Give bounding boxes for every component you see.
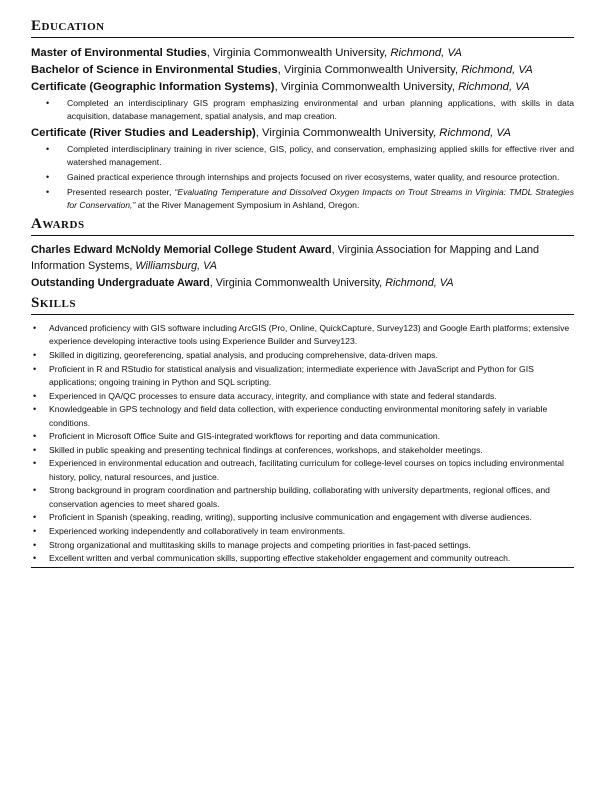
awards-section <box>31 242 574 291</box>
award-entry <box>31 275 574 291</box>
location: Richmond, VA <box>390 47 462 59</box>
skill-item: • Experienced in environmental education and outreach, facilitating curriculum for college-level courses on topics including environmental history, policy, natural resources, and justice. <box>49 457 574 484</box>
degree-name: Certificate (River Studies and Leadership) <box>31 127 256 139</box>
award-location: Williamsburg, VA <box>135 260 217 272</box>
location: Richmond, VA <box>461 64 533 76</box>
education-entry <box>31 62 574 78</box>
awards-heading: Awards <box>31 216 574 236</box>
skill-item: • Experienced in QA/QC processes to ensure data accuracy, integrity, and compliance with state and federal standards. <box>49 390 574 403</box>
skill-item: • Skilled in digitizing, georeferencing, spatial analysis, and producing comprehensive, data-driven maps. <box>49 349 574 362</box>
institution: , Virginia Commonwealth University, <box>277 64 462 76</box>
award-org: , Virginia Commonwealth University, <box>209 277 386 289</box>
award-org: , Virginia Association for Mapping and Land Information Systems, <box>31 244 540 272</box>
poster-prefix: Presented research poster, <box>67 187 175 197</box>
skill-item: • Strong background in program coordination and partnership building, collaborating with university departments, regional offices, and conservation agencies to meet shared goals. <box>49 484 574 511</box>
location: Richmond, VA <box>439 127 511 139</box>
river-certificate-bullets <box>31 143 574 212</box>
poster-title: “Evaluating Temperature and Dissolved Oxygen Impacts on Trout Streams in Virginia: TMDL Strategies for Conservation,” <box>67 187 574 210</box>
resume-page <box>31 0 574 568</box>
award-name: Charles Edward McNoldy Memorial College Student Award <box>31 244 332 256</box>
institution: , Virginia Commonwealth University, <box>274 81 459 93</box>
skill-item: • Knowledgeable in GPS technology and field data collection, with experience conducting environmental monitoring safely in variable conditions. <box>49 403 574 430</box>
degree-name: Master of Environmental Studies <box>31 47 207 59</box>
award-entry <box>31 242 574 274</box>
degree-name: Certificate (Geographic Information Systems) <box>31 81 275 93</box>
skills-heading: Skills <box>31 295 574 315</box>
education-section <box>31 45 574 212</box>
skill-item: • Proficient in Spanish (speaking, reading, writing), supporting inclusive communication and engagement with diverse audiences. <box>49 511 574 524</box>
education-entry <box>31 79 574 95</box>
skill-item: • Proficient in Microsoft Office Suite and GIS-integrated workflows for reporting and data communication. <box>49 430 574 443</box>
award-location: Richmond, VA <box>385 277 454 289</box>
bullet-item: • Completed interdisciplinary training in river science, GIS, policy, and conservation, emphasizing applied skills for effective river and watershed management. <box>67 143 574 169</box>
location: Richmond, VA <box>458 81 530 93</box>
poster-suffix: at the River Management Symposium in Ashland, Oregon. <box>135 200 360 210</box>
bullet-item <box>67 186 574 212</box>
skill-item: • Excellent written and verbal communication skills, supporting effective stakeholder engagement and community outreach. <box>49 552 574 565</box>
bullet-item: • Completed an interdisciplinary GIS program emphasizing environmental and urban planning applications, with skills in data acquisition, database management, spatial analysis, and map creation. <box>67 97 574 123</box>
institution: , Virginia Commonwealth University, <box>206 47 391 59</box>
skill-item: • Skilled in public speaking and presenting technical findings at conferences, workshops, and stakeholder meetings. <box>49 444 574 457</box>
institution: , Virginia Commonwealth University, <box>255 127 440 139</box>
award-name: Outstanding Undergraduate Award <box>31 277 210 289</box>
skill-item: • Proficient in R and RStudio for statistical analysis and visualization; intermediate experience with JavaScript and Python for GIS applications; ongoing training in Python and SQL scripting. <box>49 363 574 390</box>
degree-name: Bachelor of Science in Environmental Studies <box>31 64 278 76</box>
gis-certificate-bullets <box>31 97 574 123</box>
bullet-item: • Gained practical experience through internships and projects focused on river ecosystems, water quality, and resource protection. <box>67 171 574 184</box>
education-heading: Education <box>31 18 574 38</box>
education-entry <box>31 45 574 61</box>
skill-item: • Strong organizational and multitasking skills to manage projects and competing priorities in fast-paced settings. <box>49 539 574 552</box>
skill-item: • Advanced proficiency with GIS software including ArcGIS (Pro, Online, QuickCapture, Survey123) and Google Earth platforms; extensive experience developing interactive tools using Experience Builder and Survey123. <box>49 322 574 349</box>
skills-list <box>31 322 574 568</box>
skill-item: • Experienced working independently and collaboratively in team environments. <box>49 525 574 538</box>
education-entry <box>31 125 574 141</box>
